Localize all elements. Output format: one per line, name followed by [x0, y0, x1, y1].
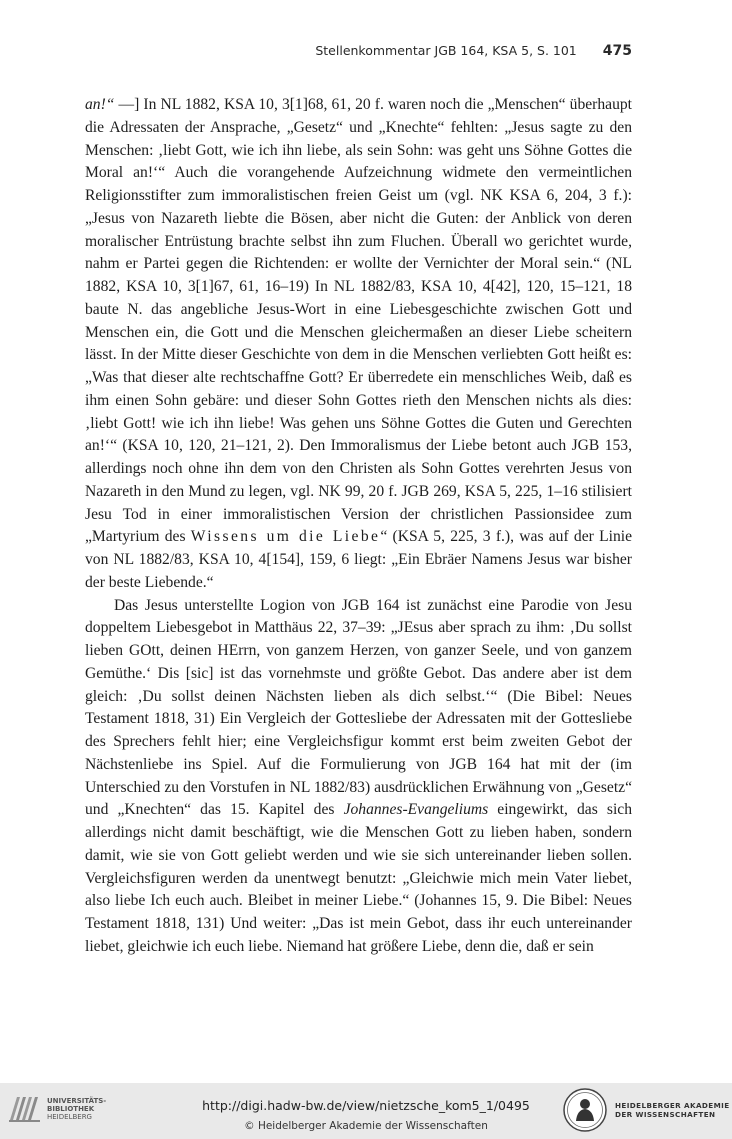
copyright-notice: © Heidelberger Akademie der Wissenschaften: [244, 1120, 488, 1132]
paragraph-2-text-a: Das Jesus unterstellte Logion von JGB 164 ist zunächst eine Parodie von Jesu doppeltem Liebesgebot in Matthäus 22, 37–39: „JEsus aber sprach zu ihm: ‚Du sollst lieben GOtt, deinen HErrn, von ganzem Herzen, von ganzer Seele, und von ganzem Gemüthe.‘ Dis [sic] ist das vornehmste und größte Gebot. Das andere aber ist dem gleich: ‚Du sollst deinen Nächsten lieben als dich selbst.‘“ (Die Bibel: Neues Testament 1818, 31) Ein Vergleich der Gottesliebe der Adressaten mit der Gottesliebe des Sprechers fehlt hier; eine Vergleichsfigur kommt erst beim zweiten Gebot der Nächstenliebe ins Spiel. Auf die Formulierung von JGB 164 hat mit der (im Unterschied zu den Vorstufen in NL 1882/83) ausdrücklichen Erwähnung von „Gesetz“ und „Knechten“ das 15. Kapitel des: [85, 596, 632, 819]
academy-logo-text: HEIDELBERGER AKADEMIE DER WISSENSCHAFTEN: [615, 1101, 730, 1119]
running-title: Stellenkommentar JGB 164, KSA 5, S. 101: [315, 43, 577, 58]
academy-logo[interactable]: [563, 1088, 730, 1132]
paragraph-2-text-b: eingewirkt, das sich allerdings nicht damit beschäftigt, wie die Menschen Gott zu lieben haben, sondern damit, wie sie von Gott geliebt werden und wie sie sich untereinander lieben sollen. Vergleichsfiguren werden da unentwegt benutzt: „Gleichwie mich mein Vater liebet, also liebe Ich euch auch. Bleibet in meiner Liebe.“ (Johannes 15, 9. Die Bibel: Neues Testament 1818, 131) Und weiter: „Das ist mein Gebot, dass ihr euch untereinander liebet, gleichwie ich euch liebe. Niemand hat größere Liebe, denn die, daß er sein: [85, 801, 632, 955]
spaced-emphasis: Wissens um die Liebe: [190, 528, 381, 546]
paragraph-2: [85, 595, 632, 959]
body-text: [85, 94, 632, 959]
footer-bar: [0, 1083, 732, 1139]
academy-seal-icon: [563, 1088, 607, 1132]
running-header: [85, 43, 632, 65]
paragraph-1-text-b: “ (KSA 5, 225, 3 f.), was auf der Linie von NL 1882/83, KSA 10, 4[154], 159, 6 liegt: „Ein Ebräer Namens Jesus war bisher der beste Liebende.“: [85, 528, 632, 591]
source-url-link[interactable]: http://digi.hadw-bw.de/view/nietzsche_kom5_1/0495: [202, 1098, 530, 1113]
quote-end-emphasis: an!“: [85, 96, 115, 113]
page-number: 475: [602, 43, 632, 59]
paragraph-1-text-a: —] In NL 1882, KSA 10, 3[1]68, 61, 20 f. waren noch die „Menschen“ überhaupt die Adressaten der Ansprache, „Gesetz“ und „Knechte“ fehlten: „Jesus sagte zu den Menschen: ‚liebt Gott, wie ich ihn liebe, als sein Sohn: was geht uns Söhne Gottes die Moral an!‘“ Auch die vorangehende Aufzeichnung widmete den vermeintlichen Religionsstifter zum immoralistischen freien Geist um (vgl. NK KSA 6, 204, 3 f.): „Jesus von Nazareth liebte die Bösen, aber nicht die Guten: der Anblick von deren moralischer Entrüstung brachte selbst ihn zum Fluchen. Überall wo gerichtet wurde, nahm er Partei gegen die Richtenden: er wollte der Vernichter der Moral sein.“ (NL 1882, KSA 10, 3[1]67, 61, 16–19) In NL 1882/83, KSA 10, 4[42], 120, 15–121, 18 baute N. das angebliche Jesus-Wort in eine Liebesgeschichte zwischen Gott und Menschen ein, die Gott und die Menschen gleichermaßen an dieser Liebe scheitern lässt. In der Mitte dieser Geschichte von dem in die Menschen verliebten Gott heißt es: „Was that dieser alte rechtschaffne Gott? Er überredete ein menschliches Weib, daß es ihm einen Sohn gebäre: und dieser Sohn Gottes rieth den Menschen nichts als dies: ‚liebt Gott! wie ich ihn liebe! Was gehen uns Söhne Gottes die Guten und Gerechten an!‘“ (KSA 10, 120, 21–121, 2). Den Immoralismus der Liebe betont auch JGB 153, allerdings noch ohne ihn dem von den Christen als Sohn Gottes verehrten Jesus von Nazareth in den Mund zu legen, vgl. NK 99, 20 f. JGB 269, KSA 5, 225, 1–16 stilisiert Jesu Tod in einer immoralistischen Version der christlichen Passionsidee zum „Martyrium des: [85, 96, 632, 546]
gospel-title: Johannes-Evangeliums: [343, 801, 489, 819]
library-logo-text: UNIVERSITÄTS- BIBLIOTHEK HEIDELBERG: [47, 1097, 107, 1121]
paragraph-1: [85, 94, 632, 595]
library-book-icon: [8, 1094, 42, 1124]
library-logo[interactable]: [8, 1094, 106, 1124]
